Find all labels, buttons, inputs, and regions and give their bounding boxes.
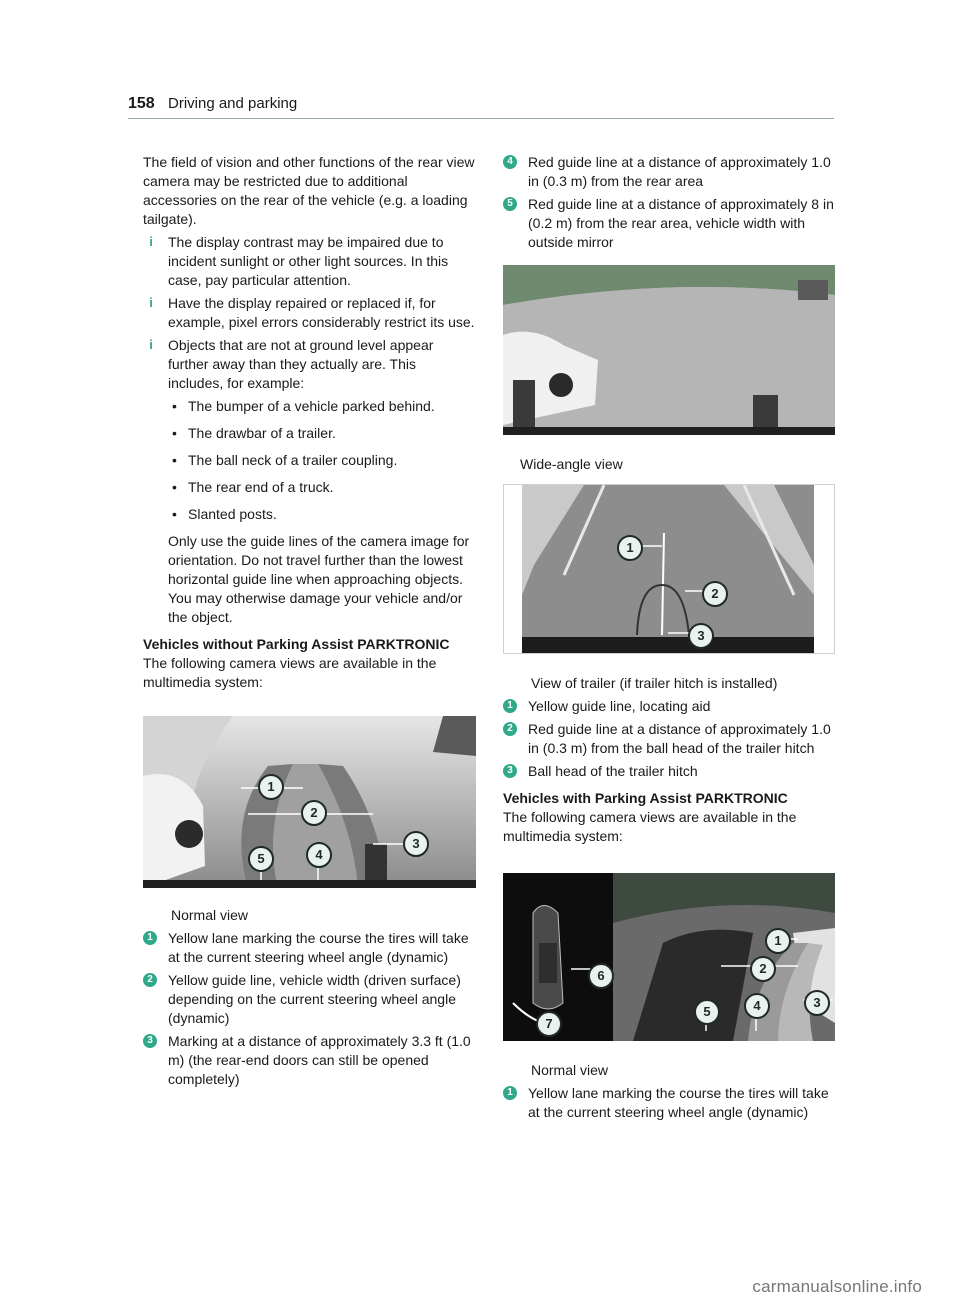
number-badge: 2 <box>143 973 157 987</box>
legend-text: Red guide line at a distance of approximately 8 in (0.2 m) from the rear area, vehicle width with outside mirror <box>528 196 834 250</box>
bullet-list <box>168 397 475 524</box>
number-badge: 1 <box>143 931 157 945</box>
guide-line-paragraph: Only use the guide lines of the camera image for orientation. Do not travel further than the lowest horizontal guide line when approaching objects. You may otherwise damage your vehicle and/or the object. <box>168 533 470 625</box>
legend-text: Red guide line at a distance of approximately 1.0 in (0.3 m) from the rear area <box>528 154 831 189</box>
callout-1: 1 <box>258 774 284 800</box>
heading-text: The following camera views are available in the multimedia system: <box>143 655 437 690</box>
section-heading: Vehicles without Parking Assist PARKTRONIC <box>143 636 450 652</box>
callout-6: 6 <box>588 963 614 989</box>
list-item: • The ball neck of a trailer coupling. <box>168 451 475 470</box>
number-badge: 1 <box>503 699 517 713</box>
parktronic-caption-block <box>503 1061 835 1126</box>
left-caption-block <box>143 906 475 1093</box>
watermark: carmanualsonline.info <box>752 1277 922 1296</box>
callout-7: 7 <box>536 1011 562 1037</box>
callout-4: 4 <box>744 993 770 1019</box>
wide-angle-image <box>503 265 835 435</box>
info-icon: i <box>149 337 153 352</box>
legend-item <box>143 971 475 1028</box>
list-item: • The rear end of a truck. <box>168 478 475 497</box>
legend-text: Yellow lane marking the course the tires will take at the current steering wheel angle (dynamic) <box>168 930 469 965</box>
info-icon: i <box>149 295 153 310</box>
note <box>143 336 475 393</box>
legend-text: Red guide line at a distance of approximately 1.0 in (0.3 m) from the ball head of the trailer hitch <box>528 721 831 756</box>
callout-1: 1 <box>617 535 643 561</box>
number-badge: 2 <box>503 722 517 736</box>
number-badge: 5 <box>503 197 517 211</box>
callout-3: 3 <box>688 623 714 649</box>
callout-2: 2 <box>301 800 327 826</box>
legend-text: Ball head of the trailer hitch <box>528 763 698 779</box>
left-column <box>143 153 475 696</box>
note <box>143 233 475 290</box>
number-badge: 3 <box>503 764 517 778</box>
page-number: 158 <box>128 95 155 112</box>
number-badge: 1 <box>503 1086 517 1100</box>
trailer-view-image <box>503 484 835 654</box>
callout-4: 4 <box>306 842 332 868</box>
legend-item <box>503 720 835 758</box>
right-column <box>503 153 835 256</box>
callout-1: 1 <box>765 928 791 954</box>
image-caption: View of trailer (if trailer hitch is installed) <box>531 675 778 691</box>
legend-item <box>503 195 835 252</box>
callout-3: 3 <box>403 831 429 857</box>
info-icon: i <box>149 234 153 249</box>
camera-image <box>503 265 835 435</box>
note-text: Objects that are not at ground level appear further away than they actually are. This includes, for example: <box>168 337 434 391</box>
wide-angle-caption: Wide-angle view <box>520 456 623 472</box>
note <box>143 294 475 332</box>
legend-item <box>143 1032 475 1089</box>
list-item: • The drawbar of a trailer. <box>168 424 475 443</box>
note-text: The display contrast may be impaired due to incident sunlight or other light sources. In this case, pay particular attention. <box>168 234 449 288</box>
note-text: Have the display repaired or replaced if, for example, pixel errors considerably restrict its use. <box>168 295 475 330</box>
parktronic-view-image <box>503 873 835 1041</box>
image-caption: Normal view <box>531 1062 609 1078</box>
list-item: • Slanted posts. <box>168 505 475 524</box>
header-divider <box>128 118 834 119</box>
image-caption: Normal view <box>171 907 249 923</box>
intro-paragraph: The field of vision and other functions of the rear view camera may be restricted due to additional accessories on the rear of the vehicle (e.g. a loading tailgate). <box>143 154 475 227</box>
callout-2: 2 <box>702 581 728 607</box>
list-item: • The bumper of a vehicle parked behind. <box>168 397 475 416</box>
legend-item <box>503 762 835 781</box>
callout-5: 5 <box>248 846 274 872</box>
legend-text: Yellow guide line, vehicle width (driven surface) depending on the current steering wheel angle (dynamic) <box>168 972 461 1026</box>
legend-text: Marking at a distance of approximately 3.3 ft (1.0 m) (the rear-end doors can still be opened completely) <box>168 1033 471 1087</box>
legend-text: Yellow guide line, locating aid <box>528 698 711 714</box>
page-header <box>128 94 832 118</box>
callout-2: 2 <box>750 956 776 982</box>
legend-item <box>503 1084 835 1122</box>
legend-text: Yellow lane marking the course the tires will take at the current steering wheel angle (dynamic) <box>528 1085 829 1120</box>
callout-5: 5 <box>694 999 720 1025</box>
trailer-caption-block <box>503 674 835 850</box>
number-badge: 3 <box>143 1034 157 1048</box>
legend-item <box>143 929 475 967</box>
number-badge: 4 <box>503 155 517 169</box>
callout-3: 3 <box>804 990 830 1016</box>
section-title: Driving and parking <box>168 95 298 112</box>
section-heading: Vehicles with Parking Assist PARKTRONIC <box>503 790 788 806</box>
heading-text: The following camera views are available in the multimedia system: <box>503 809 797 844</box>
legend-item <box>503 697 835 716</box>
camera-image <box>504 485 834 653</box>
legend-item <box>503 153 835 191</box>
normal-view-image <box>143 716 476 888</box>
